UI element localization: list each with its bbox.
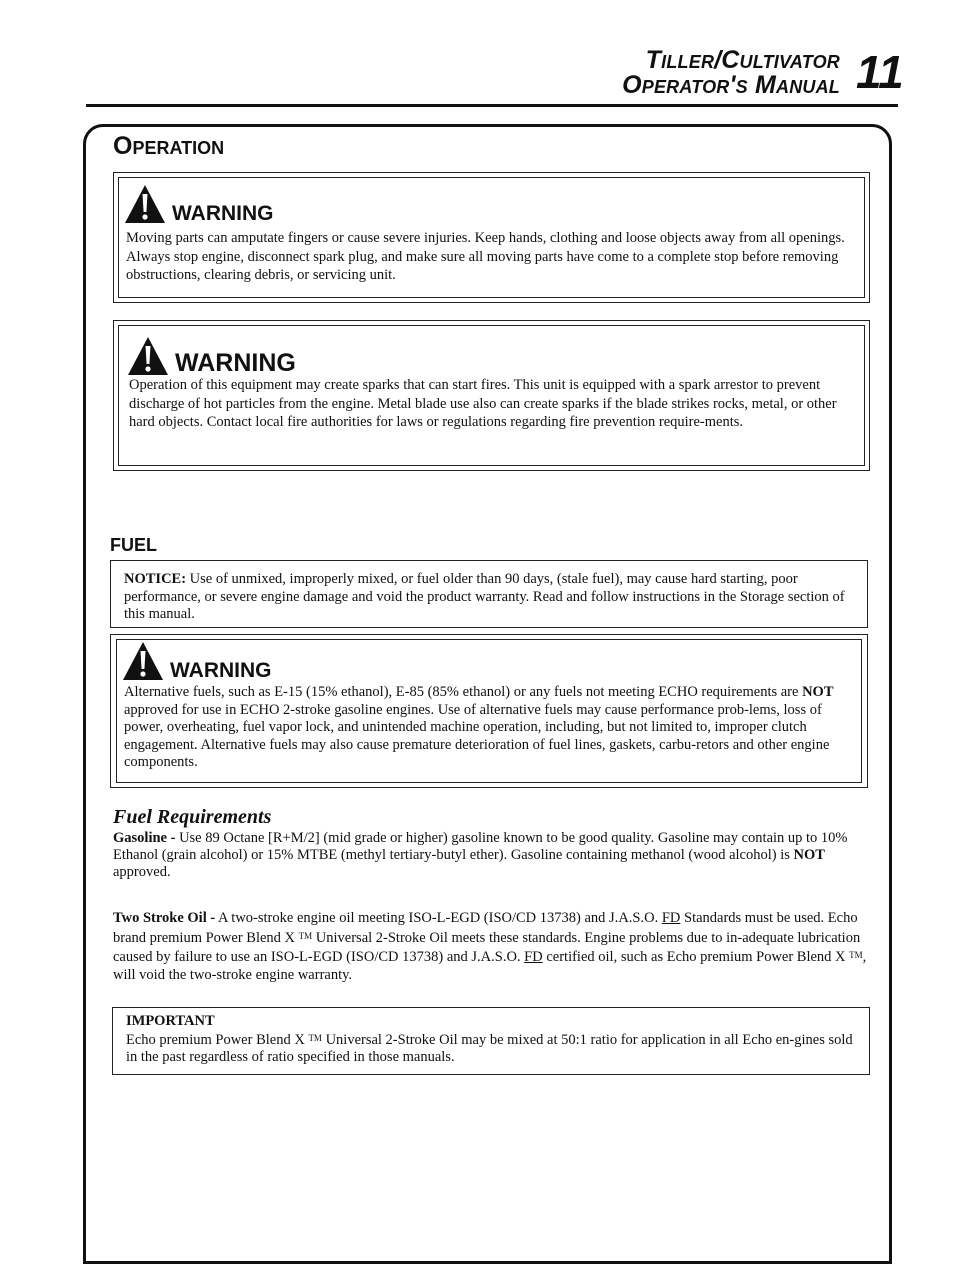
warning-triangle-icon [127,336,169,376]
fuel-warning-text-bold: NOT [802,684,834,700]
warning-text-1: Moving parts can amputate fingers or cause severe injuries. Keep hands, clothing and loose objects away from all openings. Always stop engine, disconnect spark plug, and make sure all moving parts have come to a complete stop before removing obstructions, clearing debris, or servicing unit. [126,230,845,283]
fuel-title: FUEL [110,535,157,555]
gasoline-text-bold: NOT [793,847,825,863]
oil-text: certified oil, such as Echo premium Power Blend X [542,949,850,965]
header-rule [86,104,898,107]
manual-title [622,48,840,98]
fuel-warning-text-part: Alternative fuels, such as E-15 (15% ethanol), E-85 (85% ethanol) or any fuels not meeting ECHO requirements are [124,684,803,700]
important-label: IMPORTANT [126,1013,215,1029]
fuel-warning-heading [122,641,272,681]
manual-title-line1: Tiller/Cultivator [645,46,840,74]
fuel-warning-label: WARNING [170,659,272,682]
section-title: Operation [113,132,225,160]
warning-triangle-icon [122,641,164,681]
fuel-requirements-title: Fuel Requirements [113,806,272,828]
warning-heading-1 [124,184,274,224]
notice-text [124,571,859,624]
oil-text: A two-stroke engine oil meeting ISO-L-EGD (ISO/CD 13738) and J.A.S.O. [215,910,662,926]
warning-label-2: WARNING [175,349,296,377]
oil-text: Standards must be used. Echo brand premium Power Blend X [113,910,858,946]
two-stroke-oil-label: Two Stroke Oil - [113,910,216,926]
manual-title-line2: Operator's Manual [622,71,840,99]
fuel-warning-text-part: approved for use in ECHO 2-stroke gasoline engines. Use of alternative fuels may cause performance prob-lems, loss of power, overheating, fuel vapor lock, and unintended machine operation, including, but not limited to, improper clutch engagement. Alternative fuels may also cause premature deterioration of fuel lines, gaskets, carbu-retors and other engine components. [124,701,830,770]
fd-standard: FD [661,910,681,926]
warning-triangle-icon [124,184,166,224]
notice-label: NOTICE: [124,571,187,587]
oil-text: Universal 2-Stroke Oil meets these standards. Engine problems due to in-adequate lubrication caused by failure to use an ISO-L-EGD (ISO/CD 13738) and J.A.S.O. [113,929,861,965]
warning-heading-2 [127,336,296,376]
notice-body: Use of unmixed, improperly mixed, or fuel older than 90 days, (stale fuel), may cause hard starting, poor performance, or severe engine damage and void the product warranty. Read and follow instructions in the Storage section of this manual. [124,571,845,622]
important-body: Echo premium Power Blend X [126,1032,309,1048]
two-stroke-oil-paragraph [113,910,873,984]
warning-label-1: WARNING [172,202,274,225]
important-body: Universal 2-Stroke Oil may be mixed at 50:1 ratio for application in all Echo en-gines sold in the past regardless of ratio specified in those manuals. [126,1032,853,1065]
important-text [126,1013,854,1066]
fd-standard: FD [524,949,543,965]
fuel-warning-text [124,684,852,772]
warning-text-2: Operation of this equipment may create sparks that can start fires. This unit is equipped with a spark arrestor to prevent discharge of hot particles from the engine. Metal blade use also can create sparks if the blade strikes rocks, metal, or other hard objects. Contact local fire authorities for laws or regulations regarding fire prevention require-ments. [129,377,837,430]
page-number: 11 [856,46,904,98]
gasoline-label: Gasoline - [113,830,176,846]
gasoline-paragraph [113,830,873,881]
trademark-mark: TM [298,930,313,941]
trademark-mark: TM [849,950,863,960]
oil-text: , will void the two-stroke engine warranty. [113,949,867,983]
trademark-mark: TM [308,1033,322,1043]
gasoline-text: Use 89 Octane [R+M/2] (mid grade or higher) gasoline known to be good quality. Gasoline may contain up to 10% Ethanol (grain alcohol) or 15% MTBE (methyl tertiary-butyl ether). Gasoline containing methanol (wood alcohol) is [113,830,848,863]
gasoline-text: approved. [113,864,171,880]
